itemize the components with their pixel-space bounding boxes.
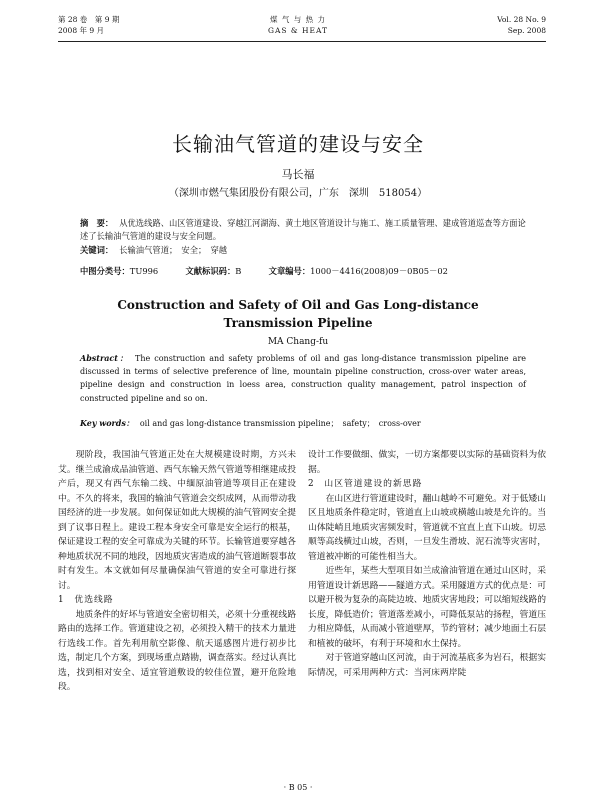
section-heading-2: 2 山区管道建设的新思路 (308, 479, 423, 489)
section2-paragraph-1: 在山区进行管道建设时，翻山越岭不可避免。对于低矮山区且地质条件稳定时，管道直上山坡或横越山坡是允许的。当山体陡峭且地质灾害频发时，管道就不宜直上直下山坡。切忌顺等高线横过山坡，否则，一旦发生滑坡、泥石流等灾害时，管道被冲断的可能性相当大。 (308, 493, 546, 562)
journal-volume-info-en (497, 14, 546, 36)
affiliation-cn: （深圳市燃气集团股份有限公司，广东 深圳 518054） (168, 188, 428, 199)
header-divider (58, 41, 546, 42)
section2-paragraph-3: 对于管道穿越山区河流，由于河流基底多为岩石，根据实际情况，可采用两种方式：当河床两岸陡 (308, 653, 546, 678)
publication-date-en: Sep. 2008 (507, 26, 546, 35)
keywords-cn (80, 244, 528, 257)
keywords-en-label: Key words： (80, 418, 134, 428)
journal-name-cn: 煤 气 与 热 力 (269, 15, 327, 24)
page-number: · B 05 · (283, 783, 313, 792)
doc-code-value: B (235, 266, 242, 276)
section1-continued: 设计工作要做细、做实，一切方案都要以实际的基础资料为依据。 (308, 450, 546, 475)
publication-date: 2008 年 9 月 (58, 26, 105, 35)
keywords-en-text: oil and gas long-distance transmission pipeline； safety； cross-over (139, 419, 421, 428)
abstract-en-text: The construction and safety problems of oil and gas long-distance transmission pipeline are discussed in terms of selective preference of line, mountain pipeline construction, cross-over water areas, pipeline design and construction in loess area, construction quality management, patrol inspection of constructed pipeline and so on. (80, 354, 527, 403)
abstract-en-label: Abstract： (80, 353, 129, 363)
clc-value: TU996 (129, 266, 159, 276)
clc-label: 中图分类号： (80, 266, 130, 276)
intro-paragraph: 现阶段，我国油气管道正处在大规模建设时期，方兴未艾。继兰成渝成品油管道、西气东输天然气管道等相继建成投产后，现又有西气东输二线、中缅原油管道等项目正在建设中。不久的将来，我国的输油气管道会交织成网，从而带动我国经济的进一步发展。如何保证如此大规模的油气管网安全提到了议事日程上。建设工程本身安全可靠是安全运行的根基，保证建设工程的安全可靠成为关键的环节。长输管道要穿越各种地质状况不同的地段，因地质灾害造成的油气管道断裂事故时有发生。本文就如何尽量确保油气管道的安全可靠进行探讨。 (58, 450, 296, 591)
title-en-line1: Construction and Safety of Oil and Gas Long-distance (117, 298, 479, 312)
section-heading-1: 1 优选线路 (58, 595, 114, 605)
classification-row (80, 265, 540, 277)
keywords-en (80, 418, 526, 429)
article-number-label: 文章编号： (268, 266, 311, 276)
doc-code-label: 文献标识码： (185, 266, 236, 276)
volume-issue: 第 28 卷 第 9 期 (58, 15, 120, 24)
article-title-cn: 长输油气管道的建设与安全 (172, 132, 424, 156)
volume-issue-en: Vol. 28 No. 9 (497, 15, 546, 24)
journal-name-en: GAS & HEAT (267, 26, 328, 35)
section2-paragraph-2: 近些年，某些大型项目如兰成渝油管道在通过山区时，采用管道设计新思路——隧道方式。采用隧道方式的优点是：可以避开极为复杂的高陡边坡、地质灾害地段；可以缩短线路的长度，降低造价；管道落差减小，可降低泵站的扬程，管道压力相应降低，从而减小管道壁厚，节约管材；减少地面土石层和植被的破坏，有利于环境和水土保持。 (308, 566, 546, 649)
keywords-cn-label: 关键词： (80, 244, 114, 255)
section1-paragraph: 地质条件的好坏与管道安全密切相关，必须十分重视线路路由的选择工作。管道建设之初，必须投入精干的技术力量进行选线工作。首先利用航空影像、航天遥感图片进行初步比选，制定几个方案，到现场重点踏勘，调查落实。经过认真比选，找到相对安全、适宜管道敷设的较佳位置，避开危险地段。 (58, 609, 296, 692)
article-title-en (0, 296, 596, 332)
abstract-cn-text: 从优选线路、山区管道建设、穿越江河湖海、黄土地区管道设计与施工、施工质量管理、建成管道巡查等方面论述了长输油气管道的建设与安全问题。 (80, 218, 526, 242)
body-column-right (308, 448, 546, 680)
keywords-cn-text: 长输油气管道； 安全； 穿越 (119, 244, 228, 255)
author-en: MA Chang-fu (267, 337, 329, 347)
article-number-value: 1000－4416(2008)09－0B05－02 (310, 266, 448, 276)
body-column-left (58, 448, 296, 695)
abstract-cn-label: 摘 要： (80, 218, 114, 228)
abstract-cn (80, 217, 528, 257)
abstract-en (80, 352, 526, 405)
author-cn: 马长福 (281, 168, 315, 181)
title-en-line2: Transmission Pipeline (223, 316, 373, 330)
